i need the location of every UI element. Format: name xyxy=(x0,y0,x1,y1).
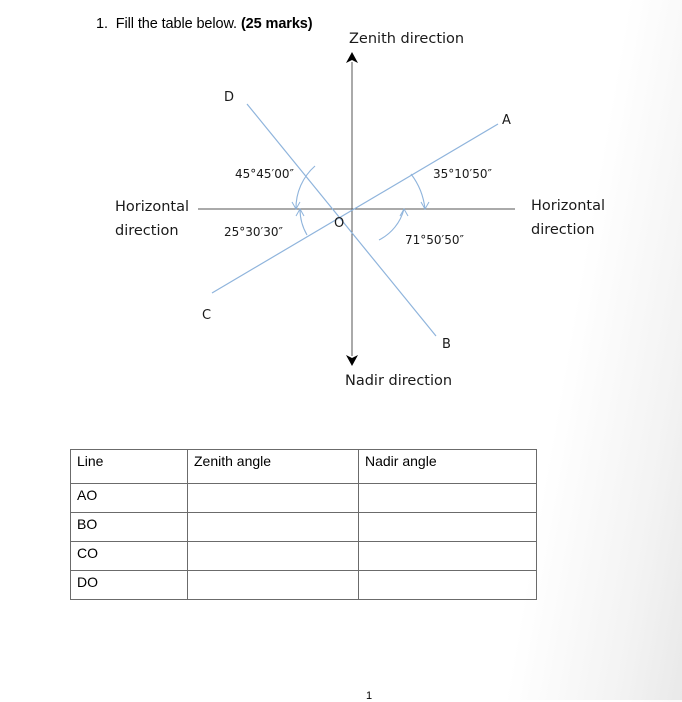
row-line-cell: BO xyxy=(71,513,188,542)
zenith-angle-cell[interactable] xyxy=(188,571,359,600)
nadir-angle-cell[interactable] xyxy=(359,571,537,600)
question-marks: (25 marks) xyxy=(240,16,313,32)
row-line-cell: DO xyxy=(71,571,188,600)
table-header-row xyxy=(71,450,537,484)
arc-ao xyxy=(411,174,425,209)
angle-ao-label: 35°10′50″ xyxy=(433,167,493,181)
arc-do xyxy=(296,166,315,209)
header-nadir-angle: Nadir angle xyxy=(359,450,537,484)
table-row xyxy=(71,571,537,600)
arc-co xyxy=(300,209,307,235)
row-line-cell: CO xyxy=(71,542,188,571)
zenith-angle-cell[interactable] xyxy=(188,484,359,513)
question-number: 1. xyxy=(96,16,108,32)
nadir-angle-cell[interactable] xyxy=(359,542,537,571)
table-row xyxy=(71,484,537,513)
horizontal-left-label-2: direction xyxy=(115,223,179,239)
horizontal-right-label-2: direction xyxy=(531,222,595,238)
header-zenith-angle: Zenith angle xyxy=(188,450,359,484)
point-o-label: O xyxy=(334,216,345,231)
page-number: 1 xyxy=(366,690,373,702)
angle-bo-label: 71°50′50″ xyxy=(405,233,465,247)
answer-table xyxy=(70,449,537,600)
zenith-angle-cell[interactable] xyxy=(188,513,359,542)
nadir-arrow-icon xyxy=(346,355,358,366)
zenith-angle-cell[interactable] xyxy=(188,542,359,571)
zenith-label: Zenith direction xyxy=(349,31,465,47)
point-b-label: B xyxy=(442,337,451,352)
nadir-label: Nadir direction xyxy=(345,373,453,389)
question-instruction: Fill the table below. xyxy=(115,16,237,32)
angle-do-label: 45°45′00″ xyxy=(235,167,295,181)
horizontal-right-label-1: Horizontal xyxy=(531,198,606,214)
point-a-label: A xyxy=(502,113,511,128)
point-c-label: C xyxy=(202,308,212,323)
header-line: Line xyxy=(71,450,188,484)
table-row xyxy=(71,513,537,542)
row-line-cell: AO xyxy=(71,484,188,513)
angle-co-label: 25°30′30″ xyxy=(224,225,284,239)
zenith-arrow-icon xyxy=(346,52,358,63)
nadir-angle-cell[interactable] xyxy=(359,484,537,513)
horizontal-left-label-1: Horizontal xyxy=(115,199,190,215)
table-row xyxy=(71,542,537,571)
nadir-angle-cell[interactable] xyxy=(359,513,537,542)
point-d-label: D xyxy=(224,90,235,105)
arc-bo xyxy=(379,209,404,240)
